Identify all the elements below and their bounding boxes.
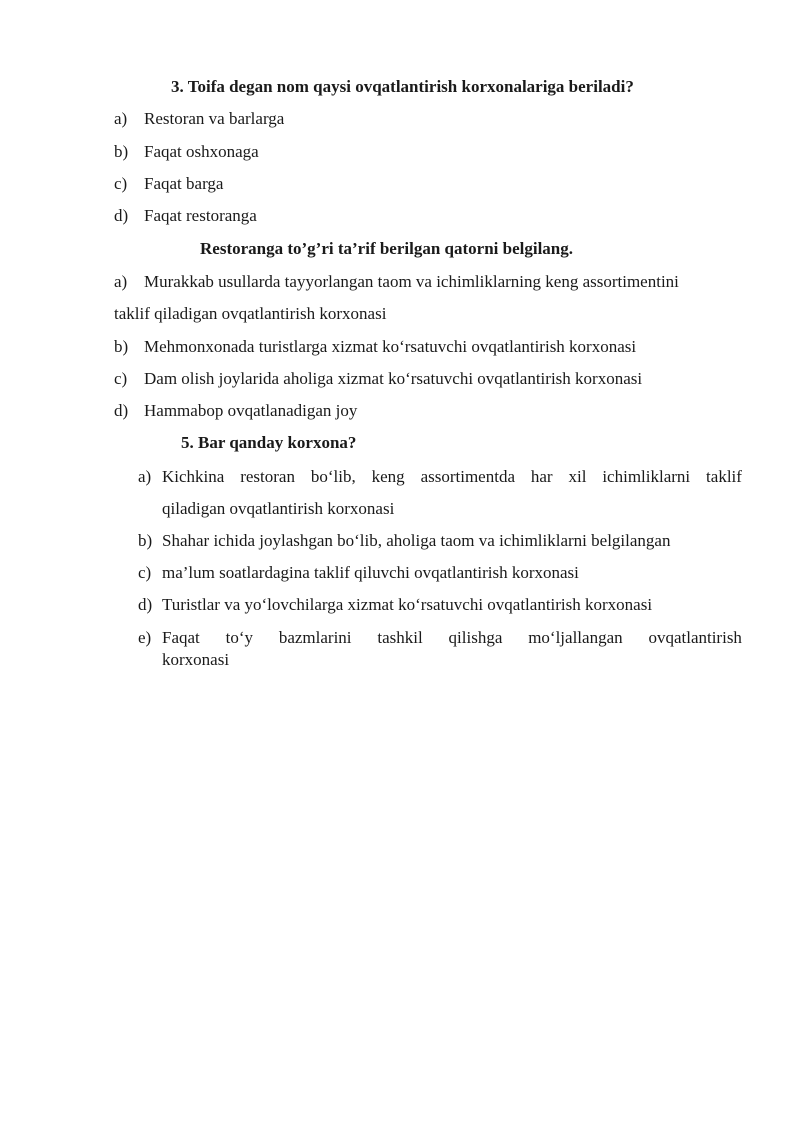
q5-option-c-letter: c) (138, 563, 152, 582)
q3-option-d-letter: d) (114, 206, 129, 225)
q4-option-a-letter: a) (114, 272, 128, 291)
q5-a-word: bo‘lib, (310, 467, 356, 486)
q5-a-word: keng (371, 467, 405, 486)
q3-option-a-text: Restoran va barlarga (144, 109, 285, 128)
q5-option-d-letter: d) (138, 595, 153, 614)
q4-option-a-text-continued: taklif qiladigan ovqatlantirish korxonasi (114, 304, 387, 323)
q5-a-word: restoran (240, 467, 295, 486)
question-3-title: 3. Toifa degan nom qaysi ovqatlantirish korxonalariga beriladi? (171, 77, 634, 96)
q5-a-word: har (530, 467, 553, 486)
q5-option-b-text: Shahar ichida joylashgan bo‘lib, aholiga taom va ichimliklarni belgilangan (162, 531, 671, 550)
q4-option-c-letter: c) (114, 369, 128, 388)
q5-option-a-line1 (162, 466, 742, 488)
question-5-title: 5. Bar qanday korxona? (181, 433, 357, 452)
q5-option-b-letter: b) (138, 531, 153, 550)
q4-option-d-letter: d) (114, 401, 129, 420)
question-4-title: Restoranga to’g’ri ta’rif berilgan qatorni belgilang. (200, 239, 574, 258)
q5-e-word: Faqat (162, 628, 200, 647)
q3-option-b-letter: b) (114, 142, 129, 161)
q5-e-word: bazmlarini (278, 628, 352, 647)
q3-option-c-letter: c) (114, 174, 128, 193)
q4-option-c-text: Dam olish joylarida aholiga xizmat ko‘rsatuvchi ovqatlantirish korxonasi (144, 369, 643, 388)
q5-option-a-letter: a) (138, 467, 152, 486)
q5-option-e-letter: e) (138, 628, 152, 647)
q5-e-word: tashkil (377, 628, 423, 647)
q5-a-word: taklif (706, 467, 742, 486)
q5-a-word: xil (568, 467, 587, 486)
q5-a-word: ichimliklarni (602, 467, 691, 486)
q3-option-b-text: Faqat oshxonaga (144, 142, 259, 161)
q5-e-word: mo‘ljallangan (528, 628, 623, 647)
q3-option-d-text: Faqat restoranga (144, 206, 257, 225)
q4-option-b-letter: b) (114, 337, 129, 356)
q5-e-word: to‘y (225, 628, 253, 647)
q5-option-e-line2: korxonasi (162, 650, 230, 669)
q5-option-a-line2: qiladigan ovqatlantirish korxonasi (162, 499, 395, 518)
q5-option-d-text: Turistlar va yo‘lovchilarga xizmat ko‘rsatuvchi ovqatlantirish korxonasi (162, 595, 653, 614)
q5-a-word: assortimentda (420, 467, 515, 486)
q4-option-d-text: Hammabop ovqatlanadigan joy (144, 401, 358, 420)
q5-e-word: ovqatlantirish (648, 628, 742, 647)
q5-a-word: Kichkina (162, 467, 225, 486)
q5-option-e-line1 (162, 627, 742, 649)
q3-option-c-text: Faqat barga (144, 174, 224, 193)
q4-option-b-text: Mehmonxonada turistlarga xizmat ko‘rsatuvchi ovqatlantirish korxonasi (144, 337, 637, 356)
q5-option-c-text: ma’lum soatlardagina taklif qiluvchi ovqatlantirish korxonasi (162, 563, 579, 582)
q5-e-word: qilishga (448, 628, 503, 647)
q3-option-a-letter: a) (114, 109, 128, 128)
q4-option-a-text: Murakkab usullarda tayyorlangan taom va ichimliklarning keng assortimentini (144, 272, 679, 291)
